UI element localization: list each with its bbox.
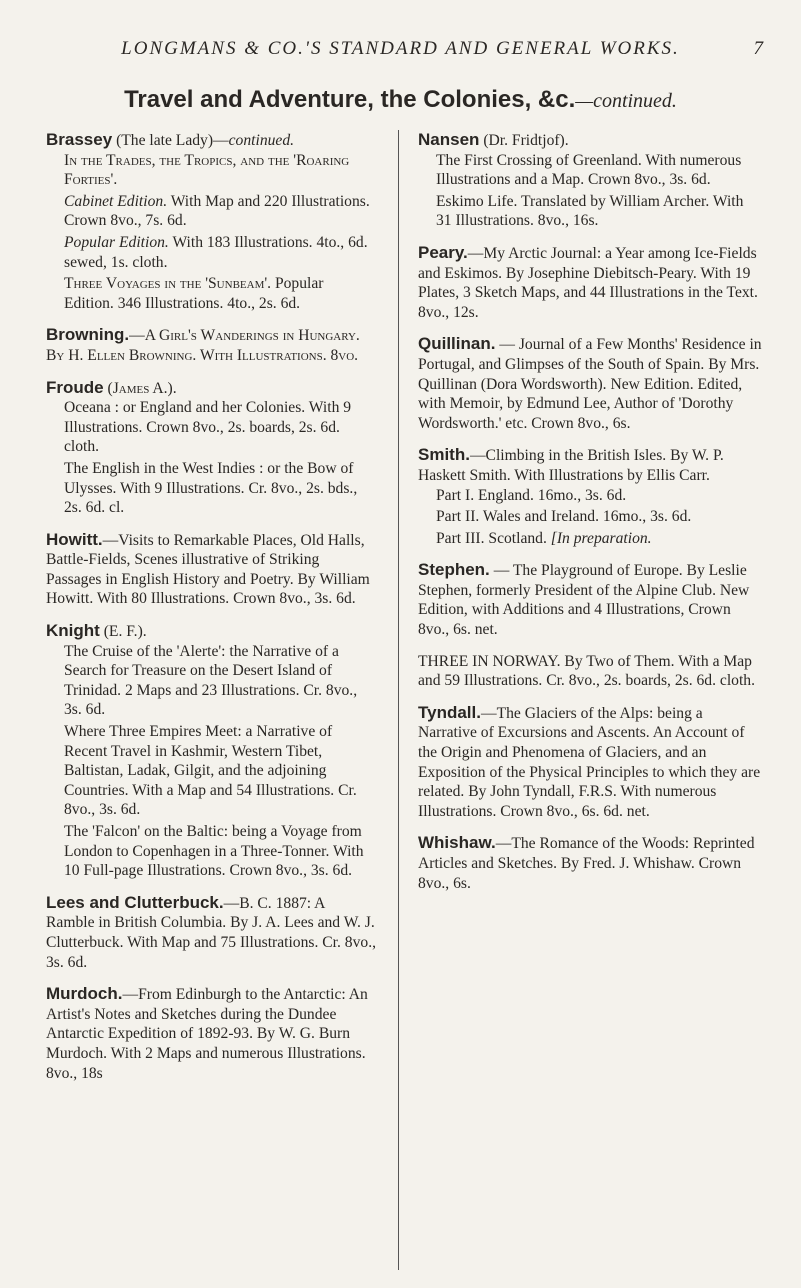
entry-nansen [418, 130, 762, 231]
entry-text: THREE IN NORWAY. By Two of Them. With a Map and 59 Illustrations. Cr. 8vo., 2s. boards, 2s. 6d. cloth. [418, 652, 755, 690]
author-name: Nansen [418, 130, 480, 149]
entry-text: — Journal of a Few Months' Residence in Portugal, and Glimpses of the South of Spain. By Mrs. Quillinan (Dora Wordsworth). New Edition. Edited, with Memoir, by Edmund Lee, Author of 'Dorothy Wordsworth.' etc. Crown 8vo., 6s. [418, 336, 762, 432]
book-details: Popular Edition. 346 Illustrations. 4to., 2s. 6d. [64, 275, 324, 312]
book-edition [64, 233, 376, 272]
part-entry: Part II. Wales and Ireland. 16mo., 3s. 6d. [436, 508, 692, 526]
entry-quillinan [418, 334, 762, 433]
section-title [0, 86, 801, 114]
author-name: Browning. [46, 325, 130, 345]
edition-name: Popular Edition. [64, 233, 169, 251]
right-column [418, 130, 762, 905]
part-entry [436, 529, 762, 549]
part-entry: Part I. England. 16mo., 3s. 6d. [436, 486, 627, 504]
edition-name: Cabinet Edition. [64, 192, 168, 210]
book-entry: The First Crossing of Greenland. With numerous Illustrations and a Map. Crown 8vo., 3s. 6d. [436, 151, 742, 189]
author-note: (Dr. Fridtjof). [479, 132, 569, 149]
left-column [46, 130, 376, 1095]
entry-text: —A Girl's Wanderings in Hungary. By H. Ellen Browning. With Illustrations. 8vo. [46, 327, 360, 364]
author-name: Lees and Clutterbuck. [46, 892, 224, 912]
entry-whishaw [418, 833, 762, 893]
entry-peary [418, 243, 762, 322]
entry-text: —B. C. 1887: A Ramble in British Columbia. By J. A. Lees and W. J. Clutterbuck. With Map and 75 Illustrations. Cr. 8vo., 3s. 6d. [46, 894, 376, 971]
entry-text: —The Glaciers of the Alps: being a Narrative of Excursions and Ascents. An Account of the Origin and Phenomena of Glaciers, and an Exposition of the Physical Principles to which they are related. By John Tyndall, F.R.S. With numerous Illustrations. Crown 8vo., 6s. 6d. net. [418, 704, 761, 820]
entry-text: —From Edinburgh to the Antarctic: An Artist's Notes and Sketches during the Dundee Antarctic Expedition of 1892-93. By W. G. Burn Murdoch. With 2 Maps and numerous Illustrations. 8vo., 18s [46, 986, 368, 1082]
running-head-text: LONGMANS & CO.'S STANDARD AND GENERAL WORKS. [121, 38, 680, 59]
book-edition [64, 192, 376, 231]
section-title-continued: —continued. [575, 90, 677, 112]
book-title: In the Trades, the Tropics, and the 'Roaring Forties'. [64, 151, 350, 189]
author-name: Howitt. [46, 529, 103, 549]
column-divider [398, 130, 399, 1270]
author-name: Knight [46, 621, 100, 641]
author-name: Froude [46, 377, 104, 397]
book-entry: Eskimo Life. Translated by William Archer. With 31 Illustrations. 8vo., 16s. [436, 192, 744, 230]
part-status: [In preparation. [550, 529, 652, 547]
author-name: Tyndall. [418, 702, 481, 722]
entry-froude [46, 378, 376, 518]
author-name: Whishaw. [418, 833, 496, 853]
author-name: Stephen. [418, 560, 490, 580]
book-title [64, 274, 376, 313]
entry-knight [46, 621, 376, 881]
entry-stephen [418, 560, 762, 639]
entry-text: —The Romance of the Woods: Reprinted Articles and Sketches. By Fred. J. Whishaw. Crown 8vo., 6s. [418, 835, 755, 892]
entry-text: — The Playground of Europe. By Leslie Stephen, formerly President of the Alpine Club. New Edition, with Additions and 4 Illustrations, Crown 8vo., 6s. net. [418, 562, 750, 639]
author-name: Quillinan. [418, 334, 496, 354]
book-entry: Oceana : or England and her Colonies. With 9 Illustrations. Crown 8vo., 2s. boards, 2s. 6d. cloth. [64, 399, 352, 456]
entry-browning [46, 325, 376, 365]
entry-murdoch [46, 984, 376, 1083]
entry-text: —Visits to Remarkable Places, Old Halls, Battle-Fields, Scenes illustrative of Striking Passages in English History and Poetry. By William Howitt. With 80 Illustrations. Crown 8vo., 3s. 6d. [46, 531, 370, 608]
running-head [0, 38, 801, 60]
book-entry: Where Three Empires Meet: a Narrative of Recent Travel in Kashmir, Western Tibet, Baltistan, Ladak, Gilgit, and the adjoining Countries. With a Map and 54 Illustrations. Cr. 8vo., 3s. 6d. [64, 723, 357, 819]
author-name: Smith. [418, 445, 470, 465]
entry-smith [418, 445, 762, 548]
author-name: Brassey [46, 130, 113, 149]
author-note: (E. F.). [99, 623, 147, 641]
author-note-continued: continued. [228, 132, 295, 149]
edition-details: With 183 Illustrations. 4to., 6d. sewed, 1s. cloth. [64, 233, 368, 271]
section-title-text: Travel and Adventure, the Colonies, &c. [124, 86, 576, 113]
entry-three-in-norway [418, 652, 762, 691]
entry-lees-clutterbuck [46, 893, 376, 972]
entry-text: —Climbing in the British Isles. By W. P. Haskett Smith. With Illustrations by Ellis Carr. [418, 447, 724, 484]
book-entry: The 'Falcon' on the Baltic: being a Voyage from London to Copenhagen in a Three-Tonner. With 10 Full-page Illustrations. Crown 8vo., 3s. 6d. [64, 823, 364, 880]
author-note: (James A.). [103, 379, 177, 397]
entry-tyndall [418, 703, 762, 822]
book-title-text: Three Voyages in the 'Sunbeam'. [64, 275, 272, 293]
edition-details: With Map and 220 Illustrations. Crown 8vo., 7s. 6d. [64, 192, 370, 230]
book-entry: The English in the West Indies : or the Bow of Ulysses. With 9 Illustrations. Cr. 8vo., 2s. bds., 2s. 6d. cl. [64, 459, 358, 517]
page-number: 7 [753, 38, 763, 59]
entry-brassey [46, 130, 376, 313]
book-entry: The Cruise of the 'Alerte': the Narrative of a Search for Treasure on the Desert Island of Trinidad. 2 Maps and 23 Illustrations. Cr. 8vo., 3s. 6d. [64, 642, 358, 719]
author-name: Peary. [418, 242, 468, 262]
entry-text: —My Arctic Journal: a Year among Ice-Fields and Eskimos. By Josephine Diebitsch-Peary. With 19 Plates, 3 Sketch Maps, and 44 Illustrations in the Text. 8vo., 12s. [418, 244, 758, 321]
part-title: Part III. Scotland. [436, 529, 547, 547]
author-name: Murdoch. [46, 984, 123, 1004]
author-note: (The late Lady)— [112, 132, 229, 149]
entry-howitt [46, 530, 376, 609]
